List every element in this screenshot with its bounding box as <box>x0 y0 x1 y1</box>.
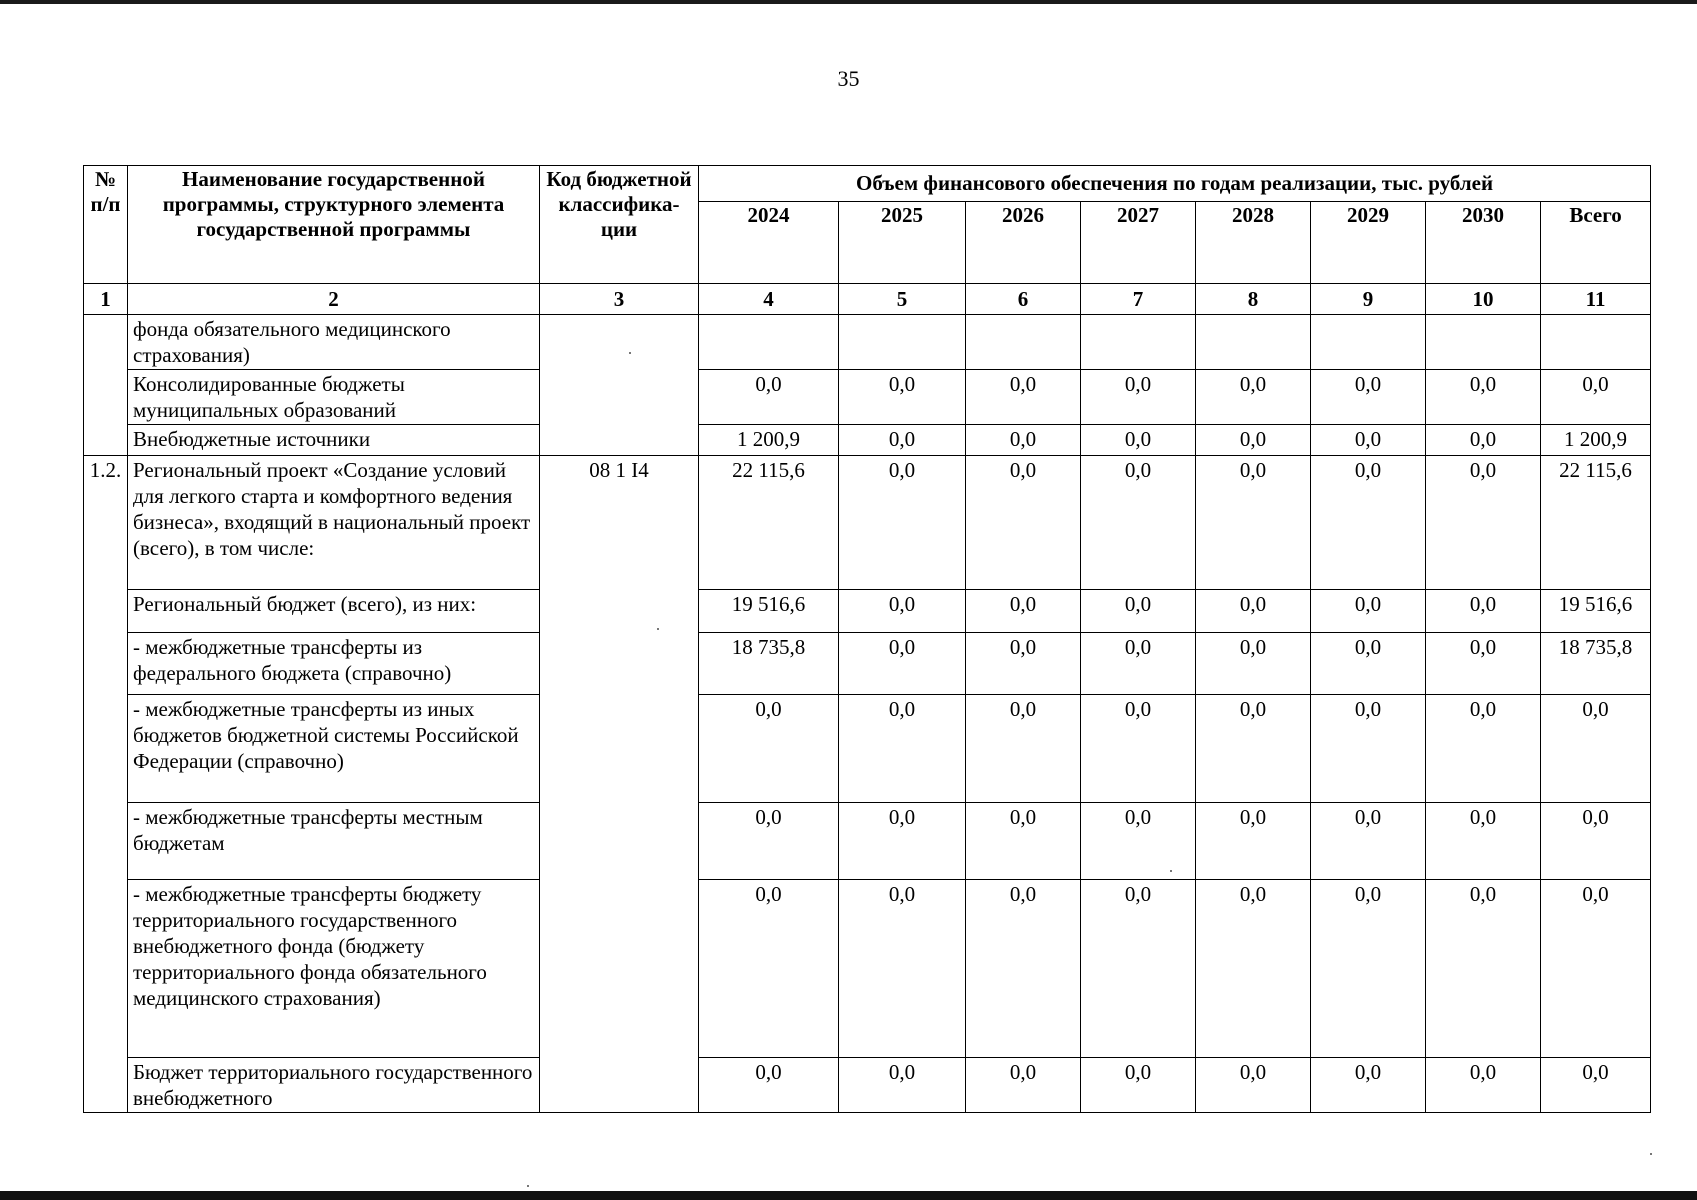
row-name-cell: - межбюджетные трансферты из федерального бюджета (справочно) <box>128 633 540 695</box>
row-name-cell: - межбюджетные трансферты из иных бюджетов бюджетной системы Российской Федерации (справочно) <box>128 695 540 803</box>
year-value-cell: 0,0 <box>1426 633 1541 695</box>
row-name-cell: Бюджет территориального государственного внебюджетного <box>128 1058 540 1113</box>
year-value-cell: 0,0 <box>699 370 839 425</box>
year-value-cell: 0,0 <box>1311 590 1426 633</box>
column-number: 7 <box>1081 284 1196 315</box>
year-value-cell: 0,0 <box>699 803 839 880</box>
year-value-cell: 0,0 <box>966 880 1081 1058</box>
year-value-cell: 0,0 <box>1196 695 1311 803</box>
year-value-cell: 0,0 <box>1081 456 1196 590</box>
year-value-cell: 0,0 <box>1311 695 1426 803</box>
year-value-cell: 0,0 <box>1311 803 1426 880</box>
year-value-cell: 0,0 <box>1426 590 1541 633</box>
header-num <box>84 166 128 284</box>
year-value-cell: 0,0 <box>1311 880 1426 1058</box>
header-code <box>540 166 699 284</box>
total-cell: 0,0 <box>1541 695 1651 803</box>
year-value-cell: 0,0 <box>1196 803 1311 880</box>
table-row <box>84 370 1651 425</box>
year-value-cell: 0,0 <box>839 1058 966 1113</box>
year-value-cell: 1 200,9 <box>699 425 839 456</box>
header-volume <box>699 166 1651 202</box>
total-cell: 0,0 <box>1541 803 1651 880</box>
year-value-cell: 0,0 <box>1426 1058 1541 1113</box>
row-name-cell: - межбюджетные трансферты местным бюджетам <box>128 803 540 880</box>
year-value-cell: 0,0 <box>966 695 1081 803</box>
row-name-cell: - межбюджетные трансферты бюджету территориального государственного внебюджетного фонда (бюджету территориального фонда обязательного медицинского страхования) <box>128 880 540 1058</box>
total-cell: 0,0 <box>1541 880 1651 1058</box>
year-value-cell <box>1311 315 1426 370</box>
year-value-cell: 0,0 <box>1196 1058 1311 1113</box>
header-year-2026: 2026 <box>966 202 1081 284</box>
year-value-cell: 0,0 <box>1311 456 1426 590</box>
year-value-cell: 0,0 <box>1081 803 1196 880</box>
year-value-cell: 18 735,8 <box>699 633 839 695</box>
year-value-cell: 0,0 <box>839 456 966 590</box>
year-value-cell: 0,0 <box>1426 456 1541 590</box>
column-number: 1 <box>84 284 128 315</box>
table-row <box>84 880 1651 1058</box>
table-row <box>84 456 1651 590</box>
year-value-cell: 0,0 <box>1196 425 1311 456</box>
year-value-cell: 0,0 <box>1311 633 1426 695</box>
header-name-label: Наименование государственной программы, структурного элемента государственной программы <box>162 167 505 241</box>
header-volume-label: Объем финансового обеспечения по годам реализации, тыс. рублей <box>856 171 1494 195</box>
column-number: 2 <box>128 284 540 315</box>
year-value-cell <box>699 315 839 370</box>
header-total: Всего <box>1541 202 1651 284</box>
table-row <box>84 590 1651 633</box>
header-name <box>128 166 540 284</box>
year-value-cell: 0,0 <box>966 456 1081 590</box>
total-cell <box>1541 315 1651 370</box>
year-value-cell: 0,0 <box>966 425 1081 456</box>
column-number: 9 <box>1311 284 1426 315</box>
year-value-cell: 0,0 <box>1196 456 1311 590</box>
header-year-2027: 2027 <box>1081 202 1196 284</box>
scan-speck <box>1650 1153 1652 1155</box>
scan-speck <box>657 628 659 630</box>
financing-table <box>83 165 1651 1113</box>
table-row <box>84 315 1651 370</box>
year-value-cell: 0,0 <box>699 880 839 1058</box>
year-value-cell: 0,0 <box>1311 370 1426 425</box>
table-row <box>84 803 1651 880</box>
table-row <box>84 633 1651 695</box>
scan-speck <box>1170 870 1172 872</box>
column-number: 5 <box>839 284 966 315</box>
column-number: 11 <box>1541 284 1651 315</box>
year-value-cell: 0,0 <box>966 370 1081 425</box>
year-value-cell: 0,0 <box>699 1058 839 1113</box>
year-value-cell <box>1081 315 1196 370</box>
row-number-cell: 1.2. <box>84 456 128 1113</box>
year-value-cell: 19 516,6 <box>699 590 839 633</box>
table-row <box>84 695 1651 803</box>
row-name-cell: фонда обязательного медицинского страхования) <box>128 315 540 370</box>
scan-edge-bottom <box>0 1191 1697 1200</box>
year-value-cell: 0,0 <box>966 1058 1081 1113</box>
year-value-cell <box>1196 315 1311 370</box>
year-value-cell: 0,0 <box>966 633 1081 695</box>
header-year-2029: 2029 <box>1311 202 1426 284</box>
table-row <box>84 1058 1651 1113</box>
year-value-cell <box>966 315 1081 370</box>
year-value-cell <box>1426 315 1541 370</box>
year-value-cell: 0,0 <box>839 370 966 425</box>
header-year-2024: 2024 <box>699 202 839 284</box>
row-name-cell: Консолидированные бюджеты муниципальных образований <box>128 370 540 425</box>
year-value-cell: 0,0 <box>839 425 966 456</box>
scan-edge-top-right <box>1380 0 1697 2</box>
row-number-cell <box>84 315 128 456</box>
column-number: 8 <box>1196 284 1311 315</box>
year-value-cell: 0,0 <box>699 695 839 803</box>
year-value-cell: 0,0 <box>966 803 1081 880</box>
row-name-cell: Региональный бюджет (всего), из них: <box>128 590 540 633</box>
header-code-label: Код бюджетной классифика-ции <box>546 167 692 241</box>
header-year-2028: 2028 <box>1196 202 1311 284</box>
column-number: 6 <box>966 284 1081 315</box>
year-value-cell: 0,0 <box>1196 633 1311 695</box>
page-number: 35 <box>837 66 860 91</box>
total-cell: 22 115,6 <box>1541 456 1651 590</box>
header-num-label: № п/п <box>90 167 121 216</box>
scan-speck <box>527 1185 529 1187</box>
header-year-2030: 2030 <box>1426 202 1541 284</box>
table-row <box>84 425 1651 456</box>
year-value-cell: 0,0 <box>1196 880 1311 1058</box>
year-value-cell <box>839 315 966 370</box>
year-value-cell: 0,0 <box>839 590 966 633</box>
year-value-cell: 0,0 <box>839 803 966 880</box>
column-number: 3 <box>540 284 699 315</box>
year-value-cell: 0,0 <box>1426 803 1541 880</box>
column-number-row <box>84 284 1651 315</box>
total-cell: 0,0 <box>1541 370 1651 425</box>
budget-code-cell: 08 1 I4 <box>540 456 699 1113</box>
year-value-cell: 0,0 <box>1426 880 1541 1058</box>
year-value-cell: 0,0 <box>1426 370 1541 425</box>
year-value-cell: 0,0 <box>1081 590 1196 633</box>
year-value-cell: 0,0 <box>839 695 966 803</box>
year-value-cell: 0,0 <box>1311 425 1426 456</box>
year-value-cell: 0,0 <box>1426 425 1541 456</box>
row-name-cell: Региональный проект «Создание условий для легкого старта и комфортного ведения бизнеса», входящий в национальный проект (всего), в том числе: <box>128 456 540 590</box>
row-name-cell: Внебюджетные источники <box>128 425 540 456</box>
year-value-cell: 0,0 <box>1081 695 1196 803</box>
column-number: 10 <box>1426 284 1541 315</box>
year-value-cell: 0,0 <box>1311 1058 1426 1113</box>
year-value-cell: 0,0 <box>1196 370 1311 425</box>
total-cell: 0,0 <box>1541 1058 1651 1113</box>
total-cell: 1 200,9 <box>1541 425 1651 456</box>
total-cell: 19 516,6 <box>1541 590 1651 633</box>
year-value-cell: 0,0 <box>1426 695 1541 803</box>
year-value-cell: 0,0 <box>1081 633 1196 695</box>
year-value-cell: 0,0 <box>839 880 966 1058</box>
year-value-cell: 0,0 <box>1081 425 1196 456</box>
year-value-cell: 0,0 <box>1081 370 1196 425</box>
header-year-2025: 2025 <box>839 202 966 284</box>
year-value-cell: 0,0 <box>1081 880 1196 1058</box>
total-cell: 18 735,8 <box>1541 633 1651 695</box>
year-value-cell: 0,0 <box>1196 590 1311 633</box>
scan-speck <box>629 352 631 354</box>
year-value-cell: 0,0 <box>966 590 1081 633</box>
column-number: 4 <box>699 284 839 315</box>
year-value-cell: 0,0 <box>839 633 966 695</box>
year-value-cell: 0,0 <box>1081 1058 1196 1113</box>
year-value-cell: 22 115,6 <box>699 456 839 590</box>
budget-code-cell <box>540 315 699 456</box>
